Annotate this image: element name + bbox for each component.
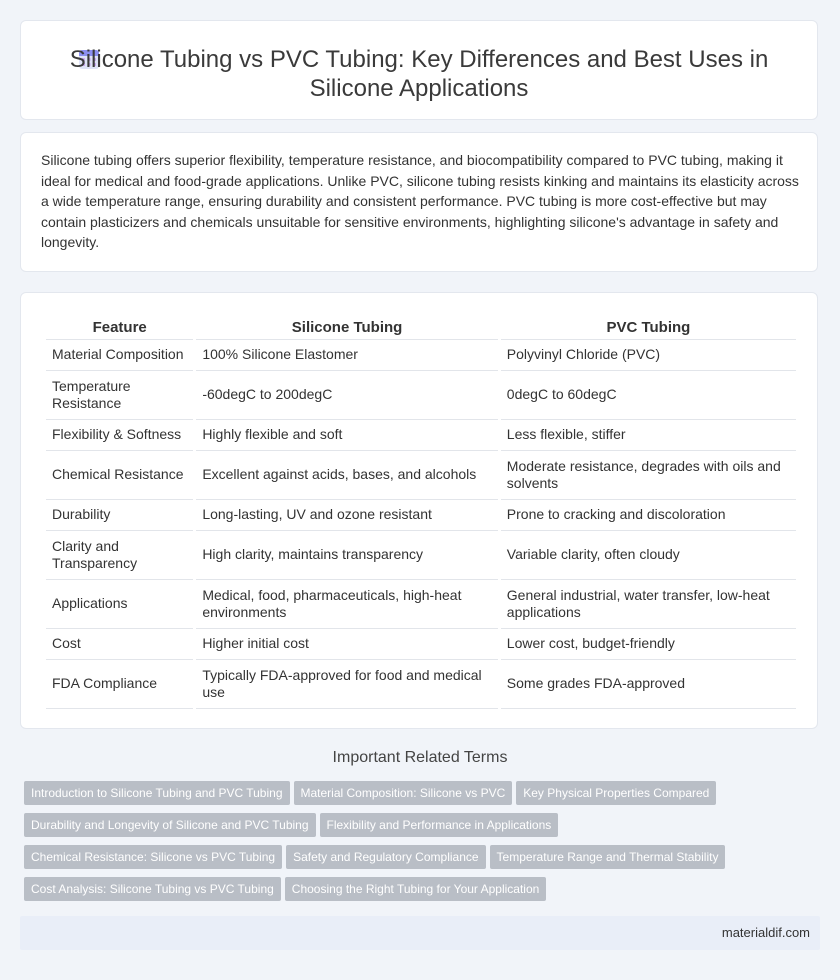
related-tag[interactable]: Introduction to Silicone Tubing and PVC Tubing xyxy=(24,781,290,805)
table-row xyxy=(46,451,796,500)
intro-card xyxy=(20,132,818,272)
cell-feature: Chemical Resistance xyxy=(46,451,193,500)
cell-pvc: Polyvinyl Chloride (PVC) xyxy=(501,340,796,371)
cell-silicone: High clarity, maintains transparency xyxy=(196,531,497,580)
cell-pvc: 0degC to 60degC xyxy=(501,371,796,420)
intro-paragraph: Silicone tubing offers superior flexibility, temperature resistance, and biocompatibility compared to PVC tubing, making it ideal for medical and food-grade applications. Unlike PVC, silicone tubing resists kinking and maintains its elasticity across a wide temperature range, ensuring durability and consistent performance. PVC tubing is more cost-effective but may contain plasticizers and chemicals unsuitable for sensitive environments, highlighting silicone's advantage in safety and longevity. xyxy=(41,152,799,250)
page-title-line-2: Silicone Applications xyxy=(309,75,529,102)
table-row xyxy=(46,500,796,531)
column-header-pvc: PVC Tubing xyxy=(501,313,796,340)
cell-feature: Applications xyxy=(46,580,193,629)
footer-site-link[interactable]: materialdif.com xyxy=(721,925,810,940)
table-row xyxy=(46,531,796,580)
comparison-table xyxy=(43,313,799,709)
cell-pvc: Moderate resistance, degrades with oils and solvents xyxy=(501,451,796,500)
cell-feature: Durability xyxy=(46,500,193,531)
table-row xyxy=(46,629,796,660)
cell-pvc: Lower cost, budget-friendly xyxy=(501,629,796,660)
page-title-line-1: Silicone Tubing vs PVC Tubing: Key Differences and Best Uses in xyxy=(69,46,769,73)
related-tag[interactable]: Cost Analysis: Silicone Tubing vs PVC Tubing xyxy=(24,877,281,901)
cell-feature: Cost xyxy=(46,629,193,660)
table-row xyxy=(46,580,796,629)
cell-silicone: Typically FDA-approved for food and medical use xyxy=(196,660,497,709)
cell-pvc: Variable clarity, often cloudy xyxy=(501,531,796,580)
cell-silicone: Highly flexible and soft xyxy=(196,420,497,451)
comparison-card xyxy=(20,292,818,729)
related-tag[interactable]: Safety and Regulatory Compliance xyxy=(286,845,485,869)
related-tags-row-1 xyxy=(24,781,824,805)
related-tag[interactable]: Key Physical Properties Compared xyxy=(516,781,716,805)
cell-silicone: Excellent against acids, bases, and alcohols xyxy=(196,451,497,500)
related-tag[interactable]: Choosing the Right Tubing for Your Application xyxy=(285,877,547,901)
cell-feature: Clarity and Transparency xyxy=(46,531,193,580)
table-header-row xyxy=(46,313,796,340)
cell-pvc: Less flexible, stiffer xyxy=(501,420,796,451)
cell-feature: Temperature Resistance xyxy=(46,371,193,420)
cell-silicone: Higher initial cost xyxy=(196,629,497,660)
column-header-silicone: Silicone Tubing xyxy=(196,313,497,340)
cell-silicone: Medical, food, pharmaceuticals, high-heat environments xyxy=(196,580,497,629)
cell-silicone: Long-lasting, UV and ozone resistant xyxy=(196,500,497,531)
related-tag[interactable]: Material Composition: Silicone vs PVC xyxy=(294,781,513,805)
cell-feature: Material Composition xyxy=(46,340,193,371)
cell-silicone: 100% Silicone Elastomer xyxy=(196,340,497,371)
related-tag[interactable]: Durability and Longevity of Silicone and PVC Tubing xyxy=(24,813,316,837)
related-tags-row-2 xyxy=(24,813,824,837)
table-row xyxy=(46,371,796,420)
cell-pvc: Some grades FDA-approved xyxy=(501,660,796,709)
cell-pvc: Prone to cracking and discoloration xyxy=(501,500,796,531)
title-card xyxy=(20,20,818,120)
page-title xyxy=(21,45,817,103)
related-tags-row-3 xyxy=(24,845,824,869)
table-row xyxy=(46,660,796,709)
related-tags-row-4 xyxy=(24,877,824,901)
related-tag[interactable]: Chemical Resistance: Silicone vs PVC Tubing xyxy=(24,845,282,869)
footer xyxy=(20,916,820,950)
related-tag[interactable]: Temperature Range and Thermal Stability xyxy=(490,845,726,869)
related-terms-title: Important Related Terms xyxy=(332,749,508,766)
table-row xyxy=(46,420,796,451)
cell-feature: FDA Compliance xyxy=(46,660,193,709)
cell-silicone: -60degC to 200degC xyxy=(196,371,497,420)
related-tag[interactable]: Flexibility and Performance in Applications xyxy=(320,813,559,837)
cell-feature: Flexibility & Softness xyxy=(46,420,193,451)
column-header-feature: Feature xyxy=(46,313,193,340)
table-row xyxy=(46,340,796,371)
cell-pvc: General industrial, water transfer, low-heat applications xyxy=(501,580,796,629)
